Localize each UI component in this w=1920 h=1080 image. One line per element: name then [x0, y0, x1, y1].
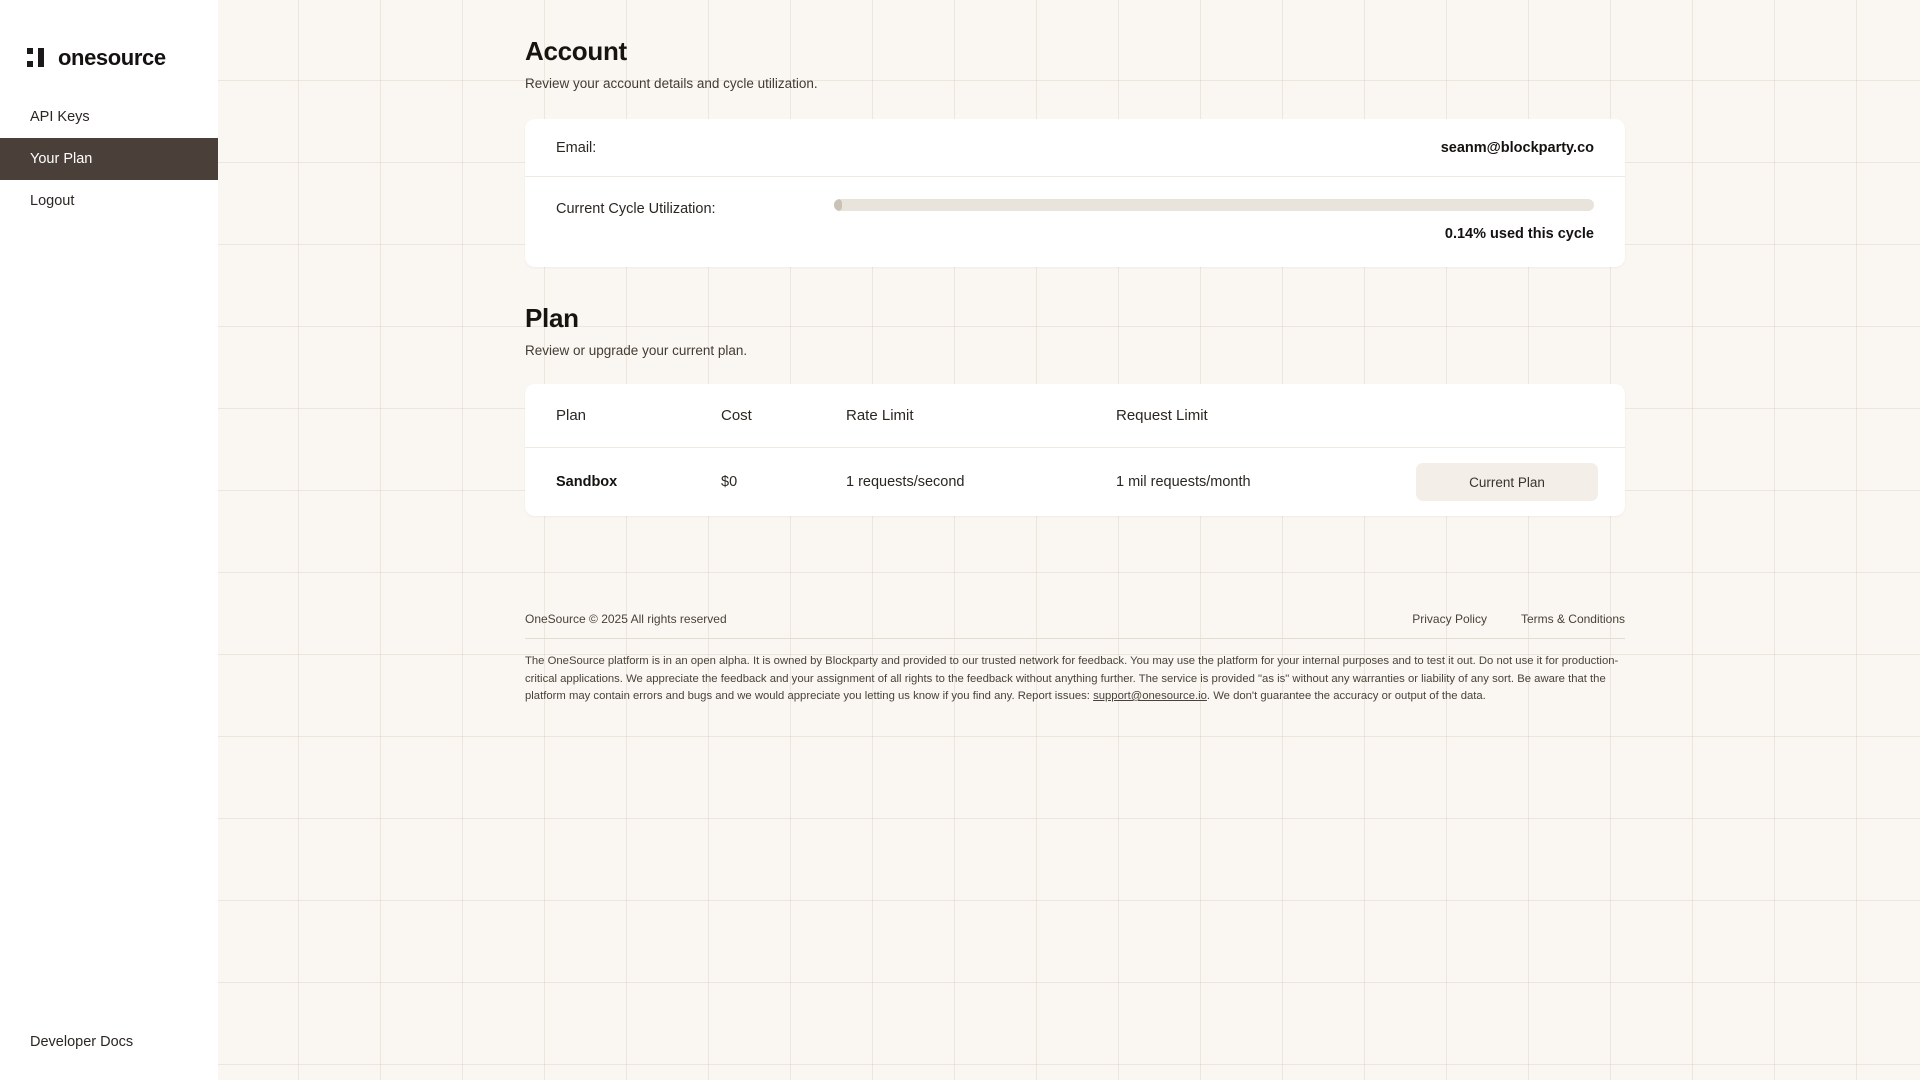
account-title: Account: [525, 36, 627, 66]
email-value: seanm@blockparty.co: [1440, 139, 1594, 156]
sidebar-item-label: Your Plan: [30, 151, 93, 167]
cell-plan-rate-limit: 1 requests/second: [846, 474, 965, 490]
sidebar-spacer: [0, 222, 218, 1034]
footer-copyright: OneSource © 2025 All rights reserved: [525, 612, 727, 626]
column-header-cost: Cost: [721, 407, 752, 424]
utilization-progress-fill: [834, 199, 842, 211]
content-column: [525, 0, 1625, 706]
sidebar-item-api-keys[interactable]: [0, 96, 218, 138]
brand: [0, 0, 218, 72]
utilization-label: Current Cycle Utilization:: [556, 201, 716, 217]
plan-title: Plan: [525, 303, 579, 333]
table-row: [525, 448, 1625, 516]
support-email-link[interactable]: support@onesource.io: [1093, 690, 1207, 702]
footer: [525, 612, 1625, 706]
sidebar-item-label: Developer Docs: [30, 1034, 134, 1050]
column-header-request-limit: Request Limit: [1116, 407, 1208, 424]
sidebar-item-your-plan[interactable]: [0, 138, 218, 180]
utilization-meter-wrap: [802, 199, 1594, 242]
footer-link-privacy-policy[interactable]: Privacy Policy: [1412, 612, 1487, 626]
cell-plan-cost: $0: [721, 474, 738, 490]
sidebar: [0, 0, 218, 1080]
cell-plan-request-limit: 1 mil requests/month: [1116, 474, 1251, 490]
utilization-caption: 0.14% used this cycle: [1444, 226, 1594, 242]
sidebar-nav: [0, 96, 218, 222]
plan-table-header: [525, 384, 1625, 448]
cell-plan-action: [1416, 463, 1598, 501]
column-header-rate-limit: Rate Limit: [846, 407, 914, 424]
utilization-progress-bar: [834, 199, 1594, 211]
sidebar-item-logout[interactable]: [0, 180, 218, 222]
onesource-logo-icon: [27, 47, 49, 69]
disclaimer-text-part2: . We don't guarantee the accuracy or output of the data.: [1206, 690, 1486, 702]
account-subtitle: Review your account details and cycle utilization.: [525, 76, 818, 91]
current-plan-button[interactable]: Current Plan: [1416, 463, 1598, 501]
footer-link-terms-conditions[interactable]: Terms & Conditions: [1520, 612, 1625, 626]
brand-name: onesource: [58, 45, 166, 70]
utilization-row: [525, 177, 1625, 267]
sidebar-item-developer-docs[interactable]: [0, 1034, 218, 1080]
footer-disclaimer: [525, 653, 1621, 706]
cell-plan-name: Sandbox: [556, 474, 618, 490]
main-content: [218, 0, 1920, 1080]
plan-table: [525, 384, 1625, 516]
column-header-plan: Plan: [556, 407, 587, 424]
email-label: Email:: [556, 139, 597, 156]
sidebar-item-label: Logout: [30, 193, 75, 209]
email-row: [525, 119, 1625, 177]
account-card: [525, 119, 1625, 267]
plan-subtitle: Review or upgrade your current plan.: [525, 343, 748, 358]
footer-links: [1412, 612, 1625, 626]
disclaimer-text-part1: The OneSource platform is in an open alpha. It is owned by Blockparty and provided to our trusted network for feedback. You may use the platform for your internal purposes and to test it out. Do not use it for production-critical applications. We appreciate the feedback and your assignment of all rights to the feedback without anything further. The service is provided "as is" without any warranties or liability of any sort. Be aware that the platform may contain errors and bugs and we would appreciate you letting us know if you find any. Report issues:: [525, 655, 1619, 702]
sidebar-item-label: API Keys: [30, 109, 90, 125]
footer-top-bar: [525, 612, 1625, 639]
